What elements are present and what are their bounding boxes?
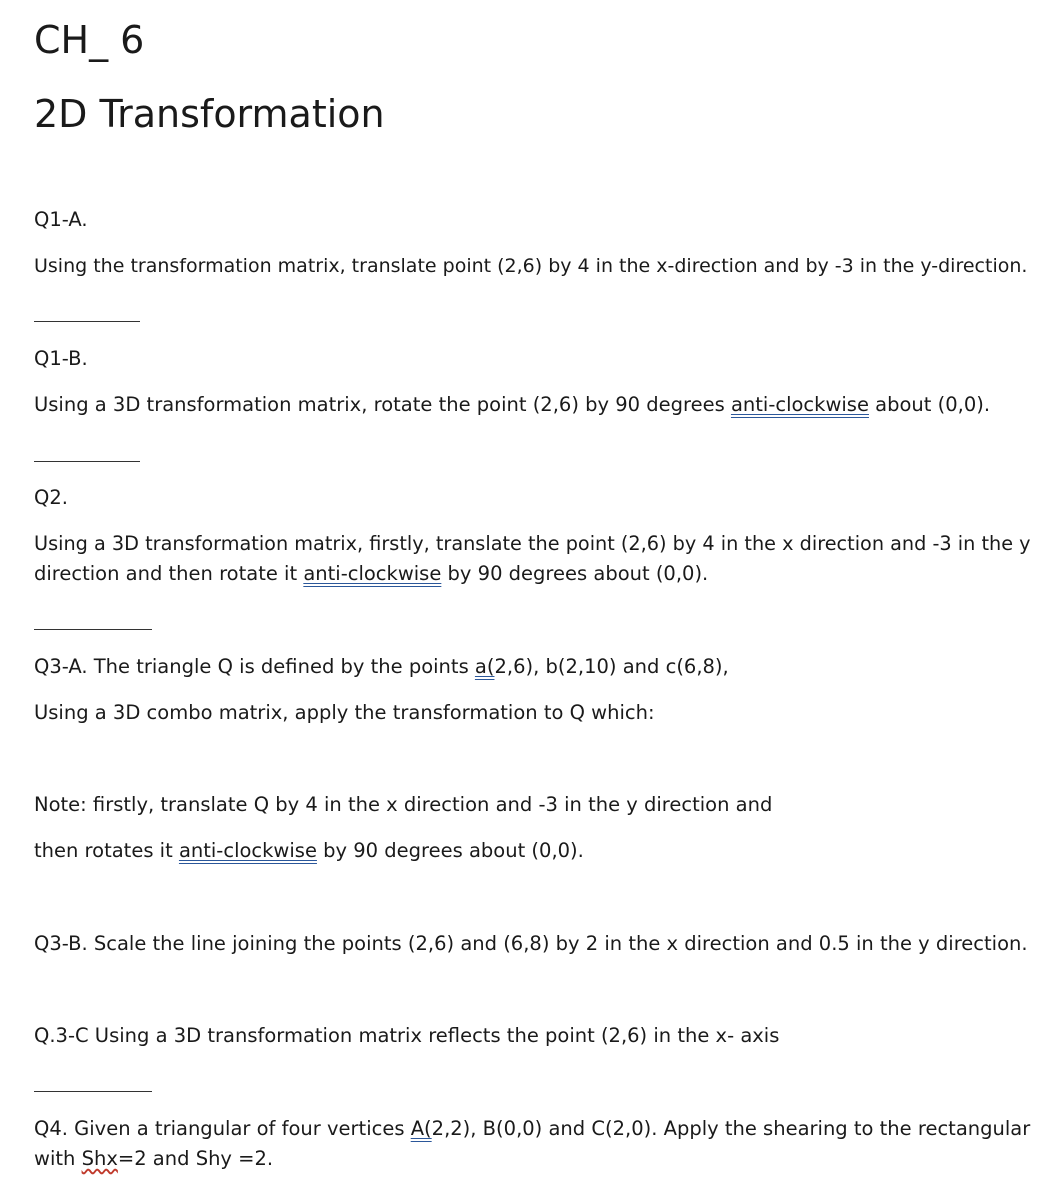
q1b-text (34, 390, 990, 420)
chapter-heading: CH_ 6 (34, 18, 145, 62)
q1a-label: Q1-A. (34, 208, 88, 231)
q2-label: Q2. (34, 486, 68, 509)
q1b-anti-clockwise-word: anti-clockwise (730, 393, 869, 416)
q3a-point-a-word: a( (474, 655, 495, 678)
q3a-line-1-pre: Q3-A. The triangle Q is defined by the points (34, 655, 475, 678)
q4-line-1 (34, 1114, 1030, 1144)
q1b-label: Q1-B. (34, 347, 88, 370)
q1b-text-pre: Using a 3D transformation matrix, rotate the point (2,6) by 90 degrees (34, 393, 731, 416)
q4-line-2 (34, 1144, 273, 1174)
q4-line-2-post: =2 and Shy =2. (117, 1147, 274, 1170)
note-line-2-post: by 90 degrees about (0,0). (316, 839, 584, 862)
q2-line-2-post: by 90 degrees about (0,0). (441, 562, 709, 585)
q4-point-a-word: A( (410, 1117, 432, 1140)
q3c-text: Q.3-C Using a 3D transformation matrix reflects the point (2,6) in the x- axis (34, 1024, 780, 1047)
q1a-text: Using the transformation matrix, translate point (2,6) by 4 in the x-direction and by -3 in the y-direction. (34, 255, 1028, 277)
separator-rule (34, 321, 140, 322)
q3b-text: Q3-B. Scale the line joining the points (2,6) and (6,8) by 2 in the x direction and 0.5 in the y direction. (34, 932, 1028, 955)
note-anti-clockwise-word: anti-clockwise (178, 839, 317, 862)
q3a-line-1 (34, 652, 729, 682)
q2-anti-clockwise-word: anti-clockwise (303, 562, 442, 585)
q4-shx-misspelled-word: Shx (81, 1147, 118, 1170)
q3a-line-2: Using a 3D combo matrix, apply the transformation to Q which: (34, 701, 655, 724)
note-line-1: Note: firstly, translate Q by 4 in the x direction and -3 in the y direction and (34, 793, 773, 816)
note-line-2-pre: then rotates it (34, 839, 179, 862)
q4-line-2-pre: with (34, 1147, 82, 1170)
q1b-text-post: about (0,0). (868, 393, 991, 416)
note-line-2 (34, 836, 584, 866)
page-title: 2D Transformation (34, 92, 385, 136)
q2-line-2 (34, 559, 708, 589)
q2-line-2-pre: direction and then rotate it (34, 562, 304, 585)
separator-rule (34, 1091, 152, 1092)
q4-line-1-pre: Q4. Given a triangular of four vertices (34, 1117, 411, 1140)
separator-rule (34, 461, 140, 462)
q4-line-1-post: 2,2), B(0,0) and C(2,0). Apply the shearing to the rectangular (431, 1117, 1031, 1140)
q2-line-1: Using a 3D transformation matrix, firstly, translate the point (2,6) by 4 in the x direction and -3 in the y (34, 532, 1031, 555)
separator-rule (34, 629, 152, 630)
q3a-line-1-post: 2,6), b(2,10) and c(6,8), (494, 655, 729, 678)
